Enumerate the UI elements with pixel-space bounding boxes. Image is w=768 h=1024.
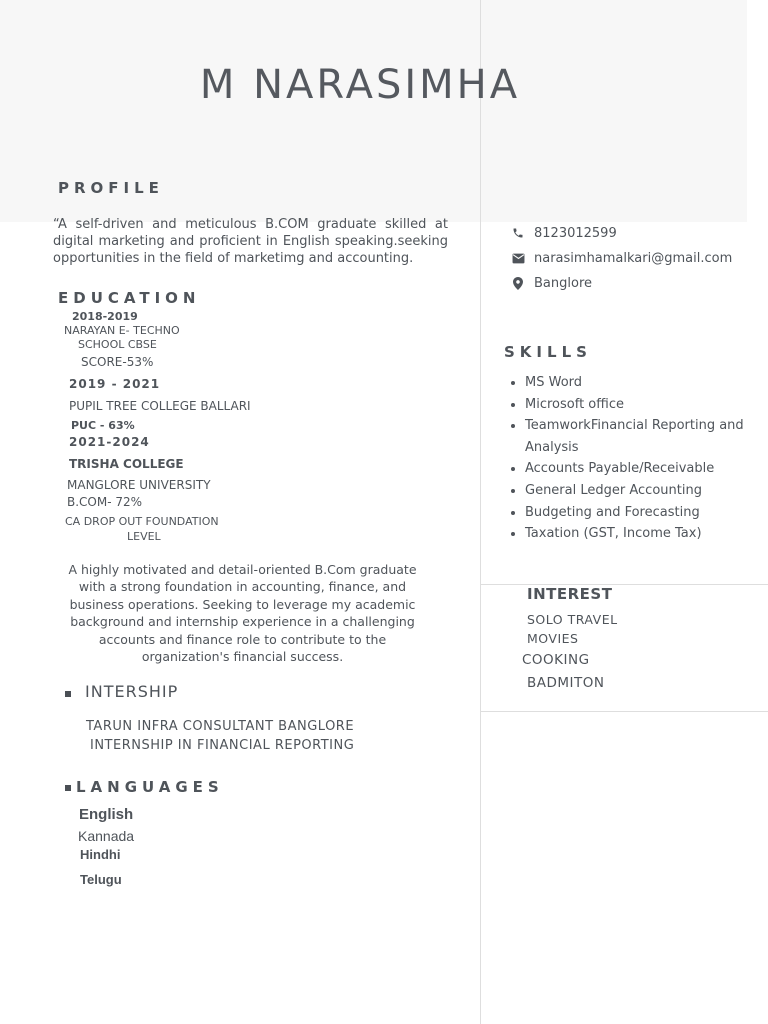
location-text: Banglore <box>534 275 592 291</box>
location-pin-icon <box>511 276 525 290</box>
language-telugu: Telugu <box>80 872 122 887</box>
divider-skills-interest <box>481 584 768 585</box>
edu-ca-line1: CA DROP OUT FOUNDATION <box>65 515 219 528</box>
skill-item: • Microsoft office <box>525 394 755 416</box>
edu-college-2: PUPIL TREE COLLEGE BALLARI <box>69 399 251 413</box>
languages-heading: LANGUAGES <box>76 778 224 796</box>
profile-heading: PROFILE <box>58 179 164 197</box>
skills-heading: SKILLS <box>504 343 592 361</box>
skill-item: • Accounts Payable/Receivable <box>525 458 755 480</box>
mail-icon <box>511 251 525 265</box>
edu-univ-3: MANGLORE UNIVERSITY <box>67 478 211 492</box>
skill-item: • TeamworkFinancial Reporting and Analysis <box>525 415 755 458</box>
phone-icon <box>511 226 525 240</box>
language-english: English <box>79 806 134 823</box>
interest-solo-travel: SOLO TRAVEL <box>527 612 618 627</box>
internship-line-2: INTERNSHIP IN FINANCIAL REPORTING <box>90 738 355 753</box>
edu-years-3: 2021-2024 <box>69 435 150 449</box>
skills-list <box>508 372 755 545</box>
skill-item: • General Ledger Accounting <box>525 480 755 502</box>
education-heading: EDUCATION <box>58 289 201 307</box>
edu-years-1: 2018-2019 <box>72 310 138 323</box>
language-kannada: Kannada <box>78 828 135 844</box>
edu-college-3: TRISHA COLLEGE <box>69 457 184 471</box>
edu-school-1b: SCHOOL CBSE <box>78 338 157 351</box>
internship-heading: INTERSHIP <box>85 682 179 701</box>
skill-item: • Budgeting and Forecasting <box>525 502 755 524</box>
summary-paragraph: A highly motivated and detail-oriented B.Com graduate with a strong foundation in accounting, finance, and business operations. Seeking to leverage my academic background and internship experience in a challenging accounts and finance role to contribute to the organization's financial success. <box>68 562 417 665</box>
interest-badmiton: BADMITON <box>527 675 605 691</box>
skill-item: • Taxation (GST, Income Tax) <box>525 523 755 545</box>
languages-bullet <box>65 785 71 791</box>
edu-score-3: B.COM- 72% <box>67 495 143 509</box>
phone-number: 8123012599 <box>534 225 617 241</box>
interest-cooking: COOKING <box>522 652 590 668</box>
contact-location <box>511 274 592 292</box>
resume-name: M NARASIMHA <box>199 62 521 108</box>
email-address: narasimhamalkari@gmail.com <box>534 250 733 266</box>
interest-movies: MOVIES <box>527 631 579 646</box>
column-divider <box>480 0 481 1024</box>
interest-heading: INTEREST <box>527 585 613 603</box>
profile-text: “A self-driven and meticulous B.COM graduate skilled at digital marketing and proficient in English speaking.seeking opportunities in the field of marketimg and accounting. <box>53 217 448 266</box>
edu-years-2: 2019 - 2021 <box>69 377 161 391</box>
divider-interest-bottom <box>481 711 768 712</box>
edu-score-2: PUC - 63% <box>71 419 135 432</box>
contact-phone <box>511 224 617 242</box>
edu-ca-line2: LEVEL <box>127 530 161 543</box>
skill-item: • MS Word <box>525 372 755 394</box>
internship-line-1: TARUN INFRA CONSULTANT BANGLORE <box>86 719 355 734</box>
internship-bullet <box>65 691 71 697</box>
language-hindhi: Hindhi <box>80 847 121 862</box>
edu-school-1a: NARAYAN E- TECHNO <box>64 324 180 337</box>
contact-email <box>511 249 732 267</box>
edu-score-1: SCORE-53% <box>81 355 154 369</box>
